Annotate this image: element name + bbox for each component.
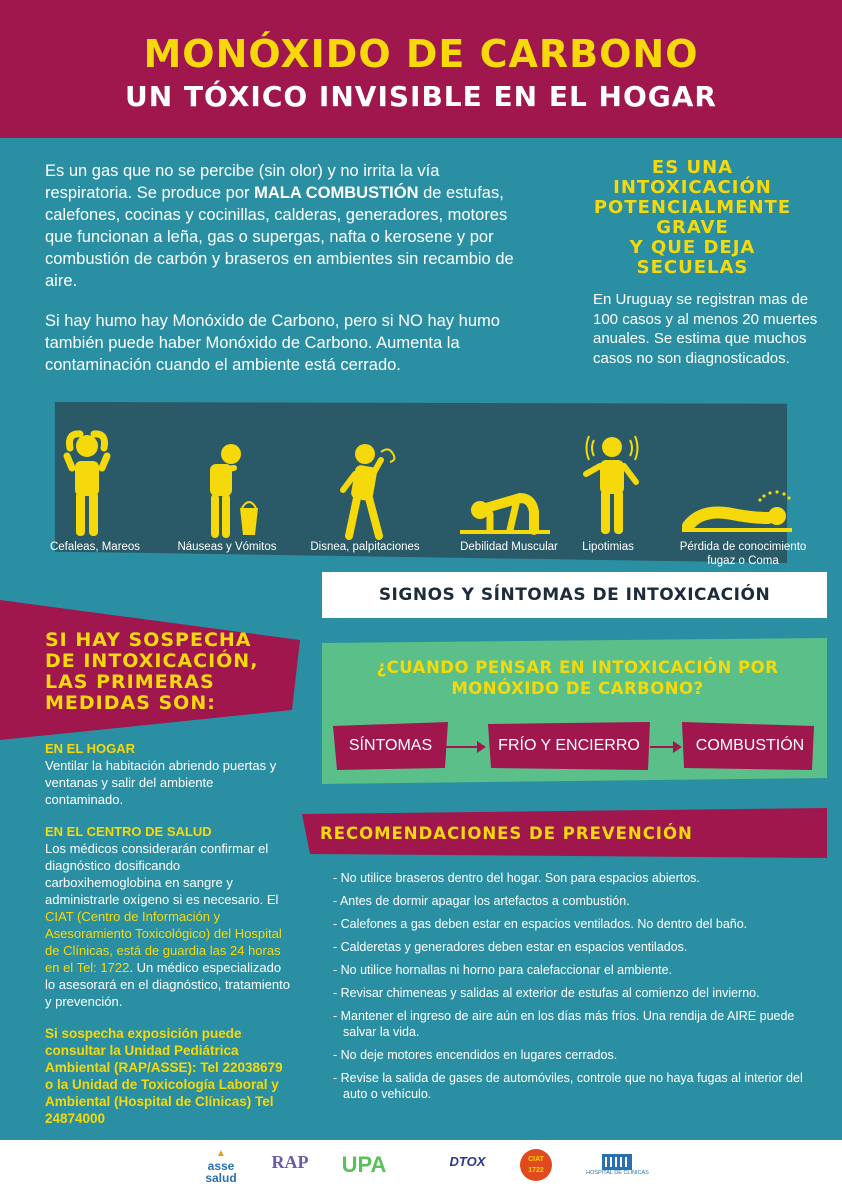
centro-body: Los médicos considerarán confirmar el diagnóstico dosificando carboxihemoglobina en sangre y administrarle oxígeno si es necesario. El CIAT (Centro de Información y Asesoramiento Toxicológico) del Hospital de Clínicas, está de guardia las 24 horas en el Tel: 1722. Un médico especializado lo asesorará en el diagnóstico, tratamiento y prevención. [45, 841, 290, 1009]
list-item: - Antes de dormir apagar los artefactos a combustión. [333, 894, 630, 908]
arrow-icon [650, 746, 680, 748]
prevention-title: RECOMENDACIONES DE PREVENCIÓN [320, 824, 693, 843]
centro-heading: EN EL CENTRO DE SALUD [45, 824, 212, 839]
list-item: - No utilice hornallas ni horno para calefaccionar el ambiente. [333, 963, 673, 977]
list-item: - No deje motores encendidos en lugares cerrados. [333, 1048, 618, 1062]
symptom-label: Lipotimias [582, 541, 634, 553]
step-frio-encierro: FRÍO Y ENCIERRO [498, 737, 640, 754]
list-item: - Calefones a gas deben estar en espacios ventilados. No dentro del baño. [333, 917, 748, 931]
coma-figure-icon [682, 488, 792, 533]
symptom-label: Debilidad Muscular [460, 541, 558, 553]
page-title: MONÓXIDO DE CARBONO [143, 32, 699, 76]
muscle-weakness-figure-icon [460, 480, 550, 535]
intro-paragraph-1: Es un gas que no se percibe (sin olor) y no irrita la vía respiratoria. Se produce por MALA COMBUSTIÓN de estufas, calefones, cocinas y cocinillas, calderas, generadores, motores que funcionan a leña, gas o supergas, nafta o kerosene y por combustión de carbón y braseros en ambientes sin recambio de aire. [45, 162, 514, 290]
prevention-list [333, 870, 813, 1109]
contact-info: Si sospecha exposición puede consultar la Unidad Pediátrica Ambiental (RAP/ASSE): Tel 22038679 o la Unidad de Toxicología Laboral y Ambiental (Hospital de Clínicas) Tel 24874000 [45, 1026, 283, 1126]
hospital-clinicas-logo: HOSPITAL DE CLÍNICAS [586, 1170, 649, 1176]
symptom-label: Cefaleas, Mareos [49, 541, 141, 553]
dyspnea-figure-icon [335, 440, 410, 540]
ciat-logo: CIAT 1722 [520, 1149, 552, 1181]
list-item: - Mantener el ingreso de aire aún en los días más fríos. Una rendija de AIRE puede salvar la vida. [333, 1009, 795, 1039]
asse-logo: ▲ asse salud [205, 1148, 237, 1185]
dtox-logo: DTOX [449, 1154, 486, 1169]
first-measures-title: SI HAY SOSPECHA DE INTOXICACIÓN, LAS PRIMERAS MEDIDAS SON: [45, 629, 259, 714]
ciat-info: CIAT (Centro de Información y Asesoramiento Toxicológico) del Hospital de Clínicas, está de guardia las 24 horas en el Tel: 1722 [45, 909, 282, 975]
step-combustion: COMBUSTIÓN [695, 737, 805, 754]
mala-combustion-emphasis: MALA COMBUSTIÓN [254, 184, 419, 202]
nausea-figure-icon [198, 440, 268, 540]
hospital-building-icon [600, 1152, 634, 1170]
rap-logo: RAP [271, 1152, 309, 1172]
step-sintomas: SÍNTOMAS [348, 737, 433, 754]
symptom-label: Disnea, palpitaciones [310, 541, 420, 553]
list-item: - Revisar chimeneas y salidas al exterior de estufas al comienzo del invierno. [333, 986, 760, 1000]
page-subtitle: UN TÓXICO INVISIBLE EN EL HOGAR [125, 80, 717, 113]
hogar-body: Ventilar la habitación abriendo puertas y ventanas y salir del ambiente contaminado. [45, 758, 277, 807]
when-question: ¿CUANDO PENSAR EN INTOXICACIÓN POR MONÓXIDO DE CARBONO? [376, 658, 779, 698]
list-item: - Revise la salida de gases de automóviles, controle que no haya fugas al interior del auto o vehículo. [333, 1071, 803, 1101]
upa-logo: UPA [341, 1152, 387, 1177]
headache-figure-icon [62, 428, 112, 538]
grave-callout-title: ES UNA INTOXICACIÓN POTENCIALMENTE GRAVE Y QUE DEJA SECUELAS [593, 157, 792, 278]
signs-section-title: SIGNOS Y SÍNTOMAS DE INTOXICACIÓN [322, 572, 827, 618]
intro-paragraph-2: Si hay humo hay Monóxido de Carbono, pero si NO hay humo también puede haber Monóxido de Carbono. Aumenta la contaminación cuando el ambiente está cerrado. [45, 312, 500, 374]
grave-callout-body: En Uruguay se registran mas de 100 casos y al menos 20 muertes anuales. Se estima que muchos casos no son diagnosticados. [593, 291, 818, 367]
hogar-heading: EN EL HOGAR [45, 741, 136, 756]
syncope-figure-icon [582, 430, 642, 535]
list-item: - No utilice braseros dentro del hogar. Son para espacios abiertos. [333, 871, 700, 885]
symptom-label: Pérdida de conocimiento fugaz o Coma [679, 541, 807, 567]
list-item: - Calderetas y generadores deben estar en espacios ventilados. [333, 940, 688, 954]
arrow-icon [446, 746, 484, 748]
footer-logos [0, 1140, 842, 1191]
symptom-label: Náuseas y Vómitos [177, 541, 277, 553]
